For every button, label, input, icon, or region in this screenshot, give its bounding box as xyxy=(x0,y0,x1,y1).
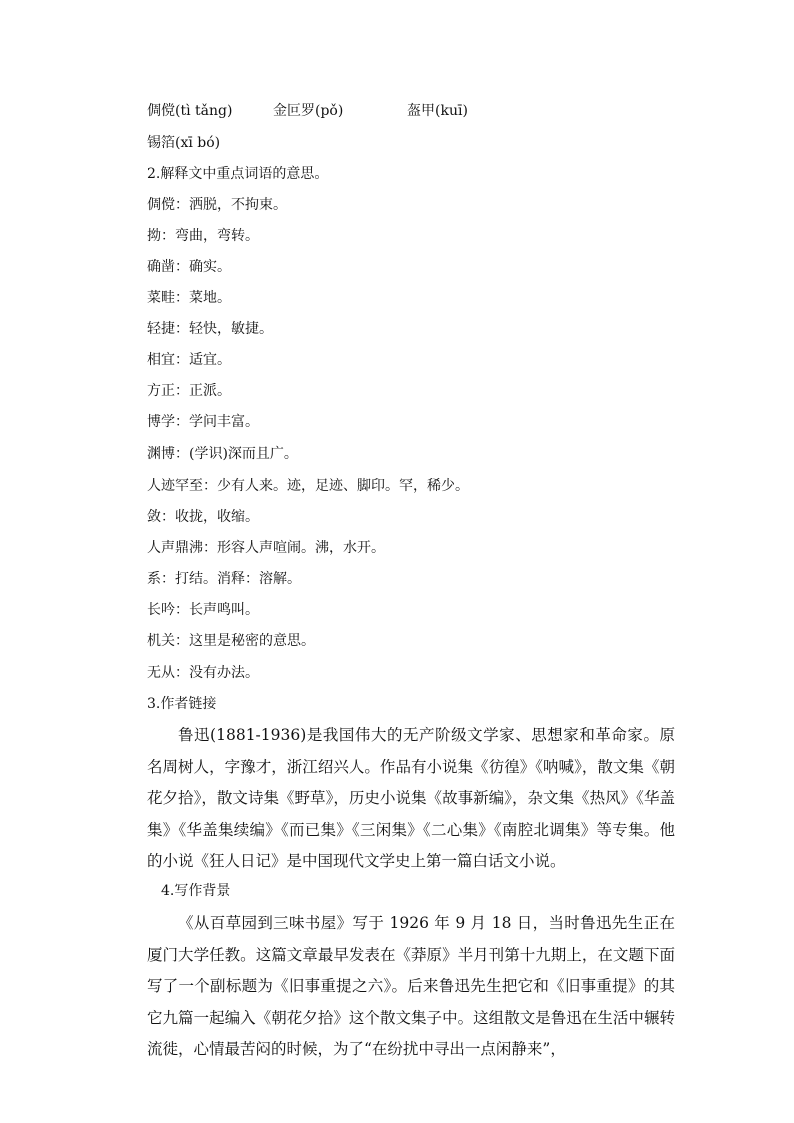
definition-item: 人声鼎沸：形容人声喧闹。沸，水开。 xyxy=(147,540,385,556)
pronunciation-item: 金叵罗(pǒ) xyxy=(273,103,344,119)
definition-item: 相宜：适宜。 xyxy=(147,352,231,368)
pronunciation-item: 倜傥(tì tǎng) xyxy=(147,103,233,119)
pronunciation-second-line: 锡箔(xī bó) xyxy=(147,135,221,151)
definition-item: 渊博：(学识)深而且广。 xyxy=(147,446,298,462)
definition-item: 确凿：确实。 xyxy=(147,259,231,275)
definition-item: 博学：学问丰富。 xyxy=(147,414,259,430)
background-paragraph: 《从百草园到三味书屋》写于 1926 年 9 月 18 日，当时鲁迅先生正在厦门大学任教。这篇文章最早发表在《莽原》半月刊第十九期上，在文题下面写了一个副标题为《旧事重提之六》。后来鲁迅先生把它和《旧事重提》的其它九篇一起编入《朝花夕拾》这个散文集子中。这组散文是鲁迅在生活中辗转流徙，心情最苦闷的时候，为了“在纷扰中寻出一点闲静来”， xyxy=(147,914,675,1058)
definition-item: 系：打结。消释：溶解。 xyxy=(147,571,301,587)
section-2-heading: 2.解释文中重点词语的意思。 xyxy=(147,166,329,182)
definition-item: 轻捷：轻快，敏捷。 xyxy=(147,321,273,337)
pronunciation-row xyxy=(147,101,647,123)
definition-item: 方正：正派。 xyxy=(147,383,231,399)
pronunciation-item: 盔甲(kuī) xyxy=(407,103,468,119)
definition-item: 机关：这里是秘密的意思。 xyxy=(147,633,315,649)
definition-item: 无从：没有办法。 xyxy=(147,665,259,681)
definition-item: 拗：弯曲，弯转。 xyxy=(147,228,259,244)
section-4-heading: 4.写作背景 xyxy=(161,883,231,899)
definition-item: 敛：收拢，收缩。 xyxy=(147,509,259,525)
definition-item: 长吟：长声鸣叫。 xyxy=(147,602,259,618)
definition-item: 倜傥：洒脱，不拘束。 xyxy=(147,197,287,213)
definition-item: 人迹罕至：少有人来。迹，足迹、脚印。罕，稀少。 xyxy=(147,478,469,494)
definition-item: 菜畦：菜地。 xyxy=(147,290,231,306)
author-paragraph: 鲁迅(1881-1936)是我国伟大的无产阶级文学家、思想家和革命家。原名周树人，字豫才，浙江绍兴人。作品有小说集《彷徨》《呐喊》，散文集《朝花夕拾》，散文诗集《野草》，历史小说集《故事新编》，杂文集《热风》《华盖集》《华盖集续编》《而已集》《三闲集》《二心集》《南腔北调集》等专集。他的小说《狂人日记》是中国现代文学史上第一篇白话文小说。 xyxy=(147,726,675,870)
section-3-heading: 3.作者链接 xyxy=(147,696,217,712)
